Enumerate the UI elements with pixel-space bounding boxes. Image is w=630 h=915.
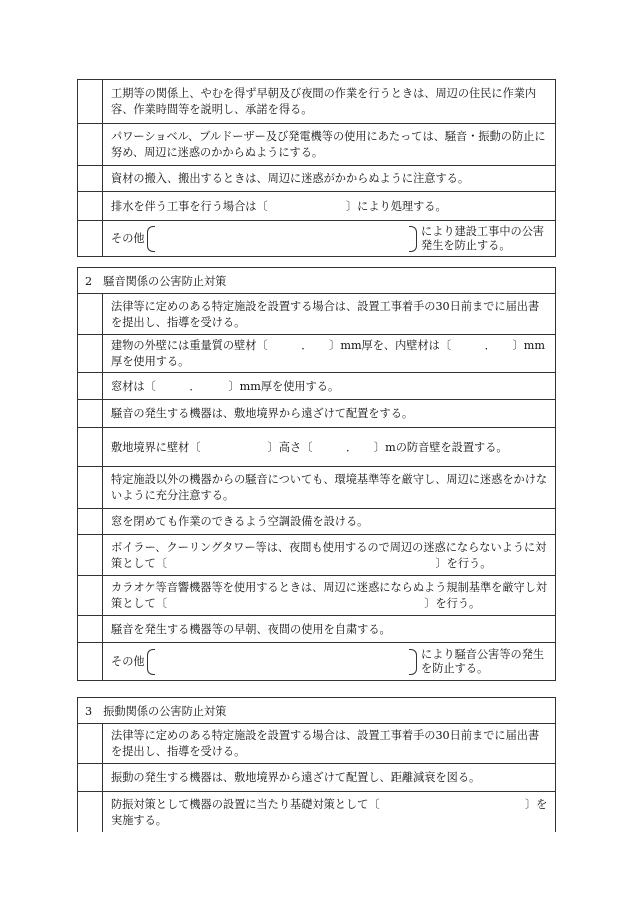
checkbox-cell[interactable] — [78, 576, 103, 615]
table-row — [78, 467, 555, 509]
checkbox-cell[interactable] — [78, 294, 103, 334]
checkbox-cell[interactable] — [78, 792, 103, 832]
table-row-other — [78, 643, 555, 680]
section1-table — [77, 79, 556, 257]
checkbox-cell[interactable] — [78, 428, 103, 466]
row-text: パワーショベル、ブルドーザー及び発電機等の使用にあたっては、騒音・振動の防止に努め、周辺に迷惑のかからぬようにする。 — [111, 130, 546, 159]
checkbox-cell[interactable] — [78, 335, 103, 372]
checkbox-cell[interactable] — [78, 509, 103, 534]
row-text: 敷地境界に壁材〔 〕高さ〔 ． 〕mの防音壁を設置する。 — [111, 440, 508, 454]
table-row — [78, 509, 555, 535]
row-text: 特定施設以外の機器からの騒音についても、環境基準等を厳守し、周辺に迷惑をかけないように充分注意する。 — [111, 473, 548, 502]
section2-table — [77, 267, 556, 681]
table-row — [78, 792, 555, 832]
bracket-right — [409, 649, 417, 675]
row-text: 法律等に定めのある特定施設を設置する場合は、設置工事着手の30日前までに届出書を提出し、指導を受ける。 — [111, 729, 540, 758]
section-title: 2 騒音関係の公害防止対策 — [78, 268, 555, 294]
table-row — [78, 124, 555, 166]
table-row-other — [78, 221, 555, 256]
bracket-left — [147, 226, 155, 252]
row-text: 防振対策として機器の設置に当たり基礎対策として〔 〕を実施する。 — [111, 797, 548, 827]
table-row — [78, 724, 555, 764]
table-row — [78, 400, 555, 428]
checkbox-cell[interactable] — [78, 764, 103, 791]
table-row — [78, 576, 555, 616]
row-text: 騒音を発生する機器等の早朝、夜間の使用を自粛する。 — [111, 622, 391, 636]
checkbox-cell[interactable] — [78, 221, 103, 256]
table-row — [78, 428, 555, 467]
section-title: 3 振動関係の公害防止対策 — [78, 698, 555, 724]
checkbox-cell[interactable] — [78, 80, 103, 123]
row-text: 建物の外壁には重量質の壁材〔 ． 〕mm厚を、内壁材は〔 ． 〕mm厚を使用する。 — [111, 339, 545, 368]
checkbox-cell[interactable] — [78, 400, 103, 427]
table-row — [78, 166, 555, 192]
table-row — [78, 373, 555, 400]
table-row — [78, 80, 555, 124]
table-row — [78, 535, 555, 576]
row-text: カラオケ等音響機器等を使用するときは、周辺に迷惑にならぬよう規制基準を厳守し対策として〔 〕を行う。 — [111, 581, 548, 610]
checkbox-cell[interactable] — [78, 616, 103, 642]
other-suffix: により騒音公害等の発生を防止する。 — [421, 648, 545, 675]
row-text: 排水を伴う工事を行う場合は〔 〕により処理する。 — [111, 199, 447, 213]
row-text: 資材の搬入、搬出するときは、周辺に迷惑がかからぬように注意する。 — [111, 172, 470, 185]
table-row — [78, 616, 555, 643]
table-row — [78, 335, 555, 373]
other-suffix: により建設工事中の公害発生を防止する。 — [421, 225, 545, 252]
checkbox-cell[interactable] — [78, 724, 103, 763]
checkbox-cell[interactable] — [78, 166, 103, 191]
bracket-right — [409, 226, 417, 252]
checkbox-cell[interactable] — [78, 373, 103, 399]
row-text: ボイラー、クーリングタワー等は、夜間も使用するので周辺の迷惑にならないように対策として〔 〕を行う。 — [111, 540, 547, 570]
row-text: 工期等の関係上、やむを得ず早朝及び夜間の作業を行うときは、周辺の住民に作業内容、作業時間等を説明し、承諾を得る。 — [111, 87, 537, 116]
section3-table — [77, 697, 556, 832]
table-row — [78, 192, 555, 221]
checkbox-cell[interactable] — [78, 124, 103, 165]
row-text: 法律等に定めのある特定施設を設置する場合は、設置工事着手の30日前までに届出書を提出し、指導を受ける。 — [111, 299, 540, 329]
table-row — [78, 294, 555, 335]
other-label: その他 — [111, 232, 145, 245]
row-text: 騒音の発生する機器は、敷地境界から遠ざけて配置をする。 — [111, 407, 414, 420]
checkbox-cell[interactable] — [78, 535, 103, 575]
bracket-left — [147, 649, 155, 675]
checkbox-cell[interactable] — [78, 643, 103, 680]
checkbox-cell[interactable] — [78, 192, 103, 220]
checkbox-cell[interactable] — [78, 467, 103, 508]
other-label: その他 — [111, 655, 145, 668]
row-text: 窓材は〔 ． 〕mm厚を使用する。 — [111, 379, 340, 393]
row-text: 振動の発生する機器は、敷地境界から遠ざけて配置し、距離減衰を図る。 — [111, 771, 481, 784]
table-row — [78, 764, 555, 792]
row-text: 窓を閉めても作業のできるよう空調設備を設ける。 — [111, 515, 369, 528]
